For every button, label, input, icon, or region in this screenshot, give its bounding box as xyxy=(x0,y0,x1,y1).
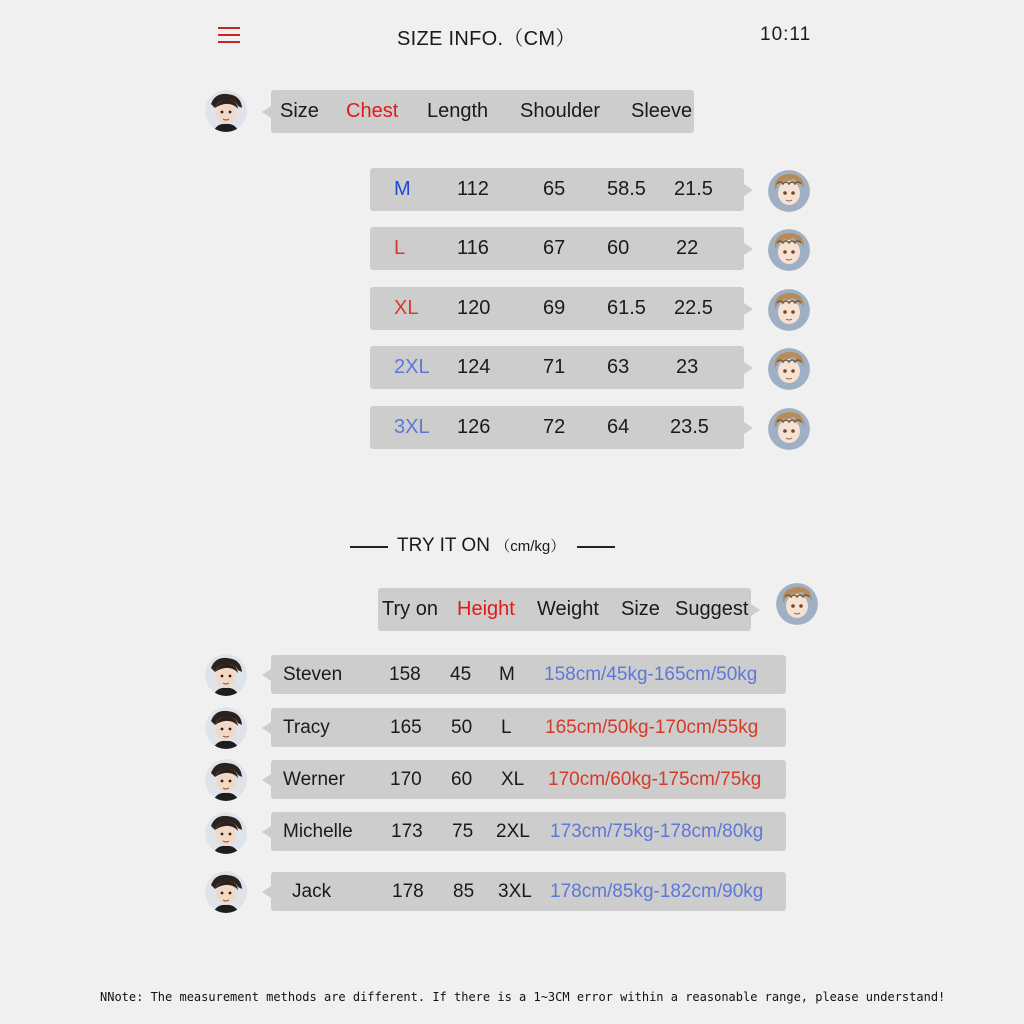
length-value: 69 xyxy=(543,297,566,319)
weight-value: 50 xyxy=(451,716,473,738)
dark-hair-avatar-icon xyxy=(205,654,247,696)
sleeve-value: 23.5 xyxy=(670,416,709,438)
person-name: Tracy xyxy=(283,716,330,738)
height-value: 170 xyxy=(390,768,422,790)
try-on-row xyxy=(271,872,786,911)
size-label: M xyxy=(394,178,411,200)
weight-value: 45 xyxy=(450,663,472,685)
size-row xyxy=(370,346,744,389)
size-row xyxy=(370,406,744,449)
column-header-weight: Weight xyxy=(537,598,599,620)
curly-hair-avatar-icon xyxy=(768,348,810,390)
chest-value: 126 xyxy=(457,416,491,438)
weight-value: 85 xyxy=(453,880,475,902)
height-value: 158 xyxy=(389,663,421,685)
suggest-value: 173cm/75kg-178cm/80kg xyxy=(550,820,764,842)
size-row xyxy=(370,287,744,330)
try-on-row xyxy=(271,708,786,747)
size-label: 3XL xyxy=(394,416,430,438)
length-value: 72 xyxy=(543,416,566,438)
size-value: L xyxy=(501,716,512,738)
size-label: 2XL xyxy=(394,356,430,378)
page-title: SIZE INFO.（CM） xyxy=(397,28,576,50)
shoulder-value: 61.5 xyxy=(607,297,646,319)
height-value: 173 xyxy=(391,820,423,842)
height-value: 178 xyxy=(392,880,424,902)
try-on-row xyxy=(271,655,786,694)
curly-hair-avatar-icon xyxy=(768,229,810,271)
curly-hair-avatar-icon xyxy=(776,583,818,625)
suggest-value: 158cm/45kg-165cm/50kg xyxy=(544,663,758,685)
curly-hair-avatar-icon xyxy=(768,289,810,331)
chest-value: 124 xyxy=(457,356,491,378)
try-on-row xyxy=(271,760,786,799)
weight-value: 60 xyxy=(451,768,473,790)
suggest-value: 170cm/60kg-175cm/75kg xyxy=(548,768,762,790)
clock: 10:11 xyxy=(760,24,812,45)
size-table-header xyxy=(271,90,694,133)
size-value: M xyxy=(499,663,515,685)
column-header-length: Length xyxy=(427,100,489,122)
dark-hair-avatar-icon xyxy=(205,90,247,132)
curly-hair-avatar-icon xyxy=(768,170,810,212)
column-header-shoulder: Shoulder xyxy=(520,100,601,122)
suggest-value: 178cm/85kg-182cm/90kg xyxy=(550,880,764,902)
size-value: 3XL xyxy=(498,880,532,902)
person-name: Werner xyxy=(283,768,345,790)
divider-line-right xyxy=(577,546,615,548)
shoulder-value: 63 xyxy=(607,356,630,378)
divider-line-left xyxy=(350,546,388,548)
height-value: 165 xyxy=(390,716,422,738)
size-label: XL xyxy=(394,297,419,319)
sleeve-value: 21.5 xyxy=(674,178,713,200)
dark-hair-avatar-icon xyxy=(205,759,247,801)
shoulder-value: 60 xyxy=(607,237,630,259)
chest-value: 120 xyxy=(457,297,491,319)
size-label: L xyxy=(394,237,406,259)
size-value: XL xyxy=(501,768,525,790)
person-name: Steven xyxy=(283,663,343,685)
length-value: 67 xyxy=(543,237,566,259)
dark-hair-avatar-icon xyxy=(205,871,247,913)
try-on-table-header xyxy=(378,588,751,631)
chest-value: 116 xyxy=(457,237,489,259)
person-name: Michelle xyxy=(283,820,353,842)
try-it-on-title: TRY IT ON xyxy=(397,535,490,556)
column-header-try-on: Try on xyxy=(382,598,438,620)
try-it-on-heading xyxy=(397,535,565,557)
column-header-size: Size xyxy=(621,598,660,620)
menu-icon[interactable] xyxy=(218,27,240,43)
chest-value: 112 xyxy=(457,178,489,200)
column-header-suggest: Suggest xyxy=(675,598,749,620)
size-value: 2XL xyxy=(496,820,530,842)
column-header-size: Size xyxy=(280,100,319,122)
size-row xyxy=(370,227,744,270)
weight-value: 75 xyxy=(452,820,474,842)
dark-hair-avatar-icon xyxy=(205,707,247,749)
column-header-chest: Chest xyxy=(346,100,399,122)
length-value: 65 xyxy=(543,178,566,200)
person-name: Jack xyxy=(292,880,332,902)
sleeve-value: 22 xyxy=(676,237,699,259)
sleeve-value: 23 xyxy=(676,356,699,378)
measurement-note: NNote: The measurement methods are different. If there is a 1~3CM error within a reasonable range, please understand! xyxy=(100,990,946,1004)
dark-hair-avatar-icon xyxy=(205,812,247,854)
shoulder-value: 58.5 xyxy=(607,178,646,200)
try-it-on-unit: （cm/kg） xyxy=(495,538,566,555)
column-header-height: Height xyxy=(457,598,515,620)
column-header-sleeve: Sleeve xyxy=(631,100,693,122)
try-on-row xyxy=(271,812,786,851)
suggest-value: 165cm/50kg-170cm/55kg xyxy=(545,716,759,738)
sleeve-value: 22.5 xyxy=(674,297,713,319)
shoulder-value: 64 xyxy=(607,416,630,438)
curly-hair-avatar-icon xyxy=(768,408,810,450)
size-row xyxy=(370,168,744,211)
length-value: 71 xyxy=(543,356,566,378)
